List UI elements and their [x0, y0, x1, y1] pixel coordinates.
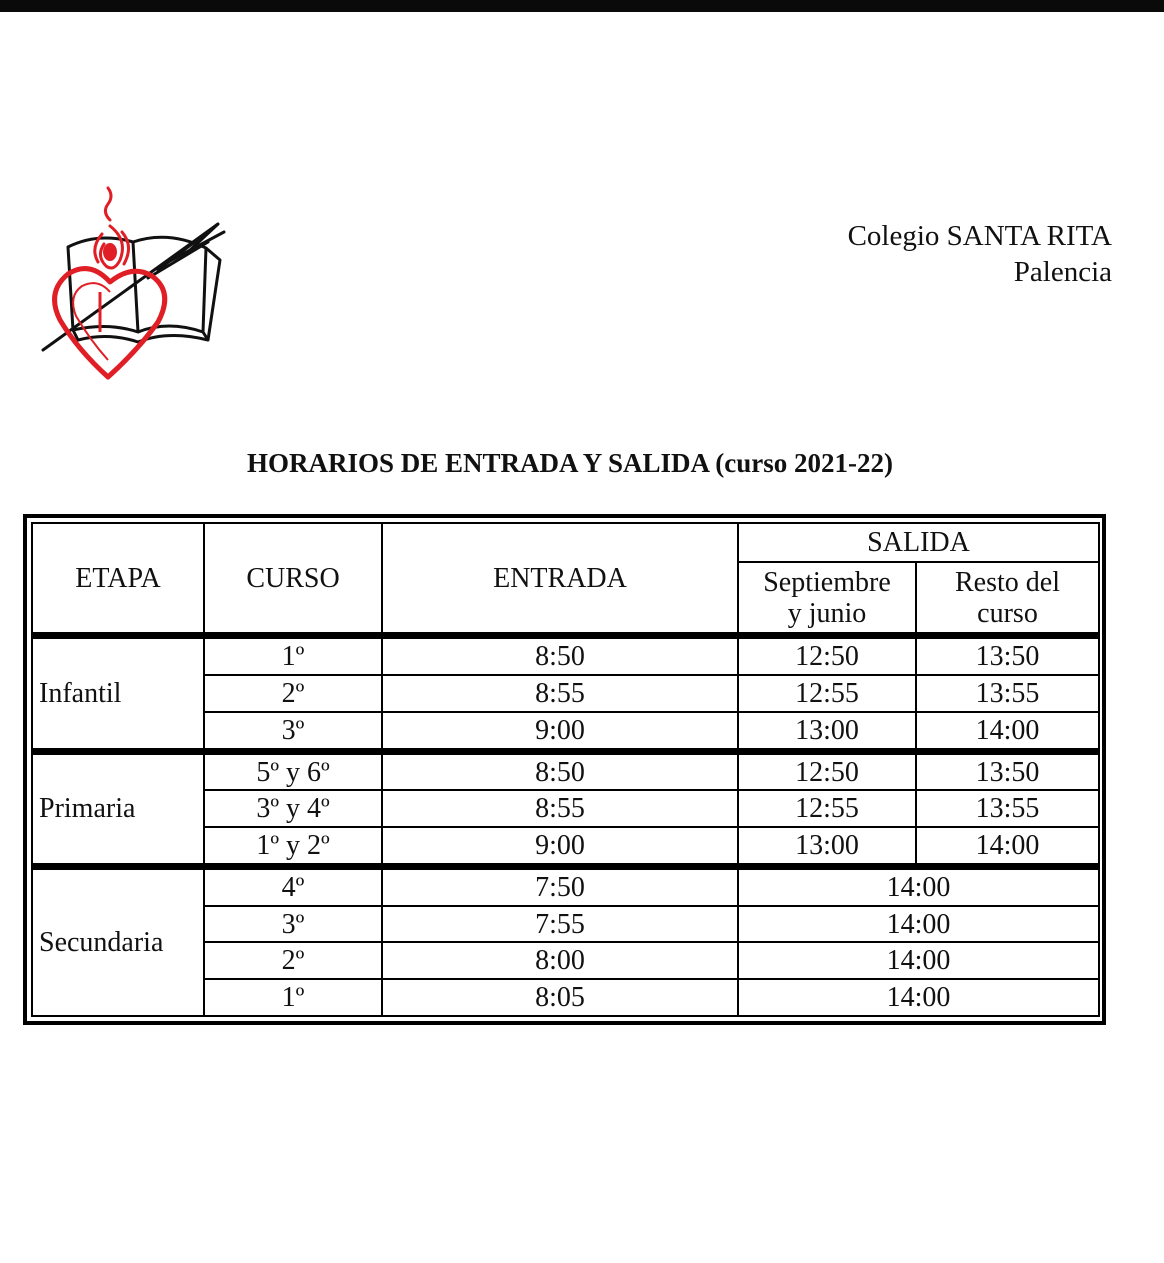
entrada-cell: 8:50 — [382, 636, 738, 675]
salida-resto-cell: 13:55 — [916, 790, 1099, 827]
curso-cell: 2º — [204, 675, 382, 712]
salida-sep-cell: 12:50 — [738, 636, 916, 675]
salida-sep-cell: 13:00 — [738, 827, 916, 866]
header-salida: SALIDA — [738, 523, 1099, 562]
header-salida-resto-line1: Resto del — [955, 566, 1060, 598]
entrada-cell: 7:55 — [382, 906, 738, 943]
header-entrada: ENTRADA — [382, 523, 738, 636]
schedule-table-frame — [23, 514, 1106, 1025]
header-etapa: ETAPA — [32, 523, 204, 636]
curso-cell: 3º — [204, 712, 382, 751]
entrada-cell: 9:00 — [382, 827, 738, 866]
entrada-cell: 8:50 — [382, 751, 738, 790]
salida-sep-cell: 12:55 — [738, 675, 916, 712]
curso-cell: 3º y 4º — [204, 790, 382, 827]
salida-resto-cell: 13:50 — [916, 636, 1099, 675]
salida-sep-cell: 12:55 — [738, 790, 916, 827]
salida-sep-cell: 13:00 — [738, 712, 916, 751]
header-salida-sep-line2: y junio — [787, 597, 867, 629]
salida-cell: 14:00 — [738, 906, 1099, 943]
schedule-table — [31, 522, 1100, 1017]
entrada-cell: 8:00 — [382, 942, 738, 979]
school-city: Palencia — [1013, 256, 1112, 288]
header-curso: CURSO — [204, 523, 382, 636]
curso-cell: 1º — [204, 979, 382, 1016]
header-salida-sep-line1: Septiembre — [763, 566, 891, 598]
school-name: Colegio SANTA RITA — [847, 220, 1112, 252]
salida-resto-cell: 13:50 — [916, 751, 1099, 790]
top-bar — [0, 0, 1164, 12]
entrada-cell: 8:55 — [382, 675, 738, 712]
salida-resto-cell: 13:55 — [916, 675, 1099, 712]
header-salida-resto-line2: curso — [977, 597, 1038, 629]
document-title: HORARIOS DE ENTRADA Y SALIDA (curso 2021-22) — [246, 448, 894, 478]
salida-cell: 14:00 — [738, 942, 1099, 979]
salida-resto-cell: 14:00 — [916, 827, 1099, 866]
etapa-cell: Secundaria — [32, 866, 204, 1016]
table-row — [32, 636, 1099, 675]
entrada-cell: 7:50 — [382, 866, 738, 905]
salida-cell: 14:00 — [738, 979, 1099, 1016]
etapa-cell: Primaria — [32, 751, 204, 866]
header-salida-resto-curso — [916, 562, 1099, 636]
salida-sep-cell: 12:50 — [738, 751, 916, 790]
flaming-heart-book-quill-logo — [38, 182, 233, 382]
curso-cell: 5º y 6º — [204, 751, 382, 790]
salida-cell: 14:00 — [738, 866, 1099, 905]
salida-resto-cell: 14:00 — [916, 712, 1099, 751]
table-row — [32, 866, 1099, 905]
curso-cell: 3º — [204, 906, 382, 943]
header-salida-septiembre-junio — [738, 562, 916, 636]
curso-cell: 4º — [204, 866, 382, 905]
curso-cell: 1º y 2º — [204, 827, 382, 866]
etapa-cell: Infantil — [32, 636, 204, 751]
curso-cell: 2º — [204, 942, 382, 979]
table-row — [32, 751, 1099, 790]
school-header — [848, 218, 1112, 290]
entrada-cell: 8:55 — [382, 790, 738, 827]
entrada-cell: 9:00 — [382, 712, 738, 751]
curso-cell: 1º — [204, 636, 382, 675]
entrada-cell: 8:05 — [382, 979, 738, 1016]
